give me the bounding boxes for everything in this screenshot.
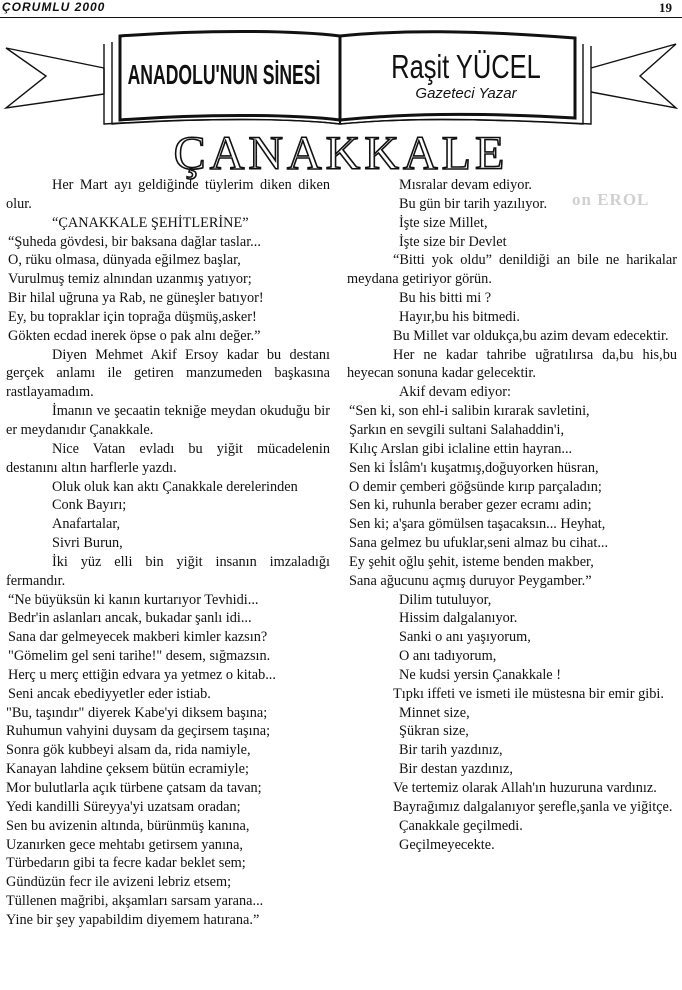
paragraph: Ve tertemiz olarak Allah'ın huzuruna vardınız. xyxy=(393,780,657,796)
paragraph: Sana dar gelmeyecek makberi kimler kazsın? xyxy=(8,629,268,646)
paragraph: Sanki o anı yaşıyorum, xyxy=(399,629,531,646)
paragraph: Nice Vatan evladı bu yiğit mücadelenin destanını altın harflerle yazdı. xyxy=(6,440,330,476)
paragraph: Oluk oluk kan aktı Çanakkale derelerinden xyxy=(52,478,298,495)
paragraph: Sivri Burun, xyxy=(52,535,123,552)
paragraph: “Sen ki, son ehl-i salibin kırarak savletini, xyxy=(349,403,590,420)
paragraph: Hayır,bu his bitmedi. xyxy=(399,308,520,325)
paragraph: Yedi kandilli Süreyya'yi uzatsam oradan; xyxy=(6,798,241,815)
paragraph: Mor bulutlarla açık türbene çatsam da tavan; xyxy=(6,780,262,796)
paragraph: Bu his bitti mi ? xyxy=(399,290,492,307)
paragraph: Gündüzün fecr ile avizeni lebriz etsem; xyxy=(6,874,232,891)
header-rule xyxy=(0,17,682,18)
paragraph: Bu gün bir tarih yazılıyor. xyxy=(399,195,548,212)
paragraph: "Gömelim gel seni tarihe!" desem, sığmazsın. xyxy=(8,648,271,665)
paragraph: İmanın ve şecaatin tekniğe meydan okuduğu bir er meydanıdır Çanakkale. xyxy=(6,403,330,438)
paragraph: Sana gelmez bu ufuklar,seni almaz bu cihat... xyxy=(349,535,609,552)
paragraph: Geçilmeyecekte. xyxy=(399,836,495,853)
paragraph: "Bu, taşındır" diyerek Kabe'yi diksem başına; xyxy=(6,704,268,721)
paragraph: Çanakkale geçilmedi. xyxy=(399,817,523,834)
paragraph: “Ne büyüksün ki kanın kurtarıyor Tevhidi... xyxy=(8,591,259,608)
page-number: 19 xyxy=(659,0,672,15)
paragraph: Conk Bayırı; xyxy=(52,497,127,514)
open-book-banner xyxy=(0,28,682,128)
paragraph: Türbedarın gibi ta fecre kadar beklet sem; xyxy=(6,855,246,872)
paragraph: Ne kudsi yersin Çanakkale ! xyxy=(399,666,561,683)
paragraph: “Bitti yok oldu” denildiği an bile ne harikalar meydana getiriyor görün. xyxy=(347,252,677,288)
paragraph: Seni ancak ebediyyetler eder istiab. xyxy=(8,685,211,702)
paragraph: Sana ağucunu açmış duruyor Peygamber.” xyxy=(349,572,592,589)
right-column xyxy=(347,176,677,854)
paragraph: Sonra gök kubbeyi alsam da, rida namiyle, xyxy=(6,742,251,759)
paragraph: Uzanırken gece mehtabı getirsem yanına, xyxy=(6,836,243,853)
paragraph: “ÇANAKKALE ŞEHİTLERİNE” xyxy=(52,214,249,231)
paragraph: Sen bu avizenin altında, bürünmüş kanına, xyxy=(6,817,250,834)
paragraph: Anafartalar, xyxy=(52,516,121,533)
magazine-name: ÇORUMLU 2000 xyxy=(2,0,106,14)
paragraph: Tıpkı iffeti ve ismeti ile müstesna bir emir gibi. xyxy=(393,685,664,702)
paragraph: Mısralar devam ediyor. xyxy=(399,177,532,193)
paragraph: Bir hilal uğruna ya Rab, ne güneşler batıyor! xyxy=(8,290,264,307)
paragraph: Bedr'in aslanları ancak, bukadar şanlı idi... xyxy=(8,610,252,627)
paragraph: Şükran size, xyxy=(399,723,469,740)
paragraph: İşte size Millet, xyxy=(399,214,488,231)
paragraph: Diyen Mehmet Akif Ersoy kadar bu destanı gerçek anlamı ile getiren manzumeden başkasına rastlayamadım. xyxy=(6,346,330,401)
paragraph: O, rüku olmasa, dünyada eğilmez başlar, xyxy=(8,252,241,269)
paragraph: Kılıç Arslan gibi iclaline ettin hayran... xyxy=(349,440,573,457)
left-column xyxy=(6,176,330,930)
paragraph: Bir tarih yazdınız, xyxy=(399,742,503,759)
paragraph: İşte size bir Devlet xyxy=(399,233,507,250)
paragraph: Dilim tutuluyor, xyxy=(399,591,492,608)
paragraph: Sen ki İslâm'ı kuşatmış,doğuyorken hüsran, xyxy=(349,459,599,476)
paragraph: Hissim dalgalanıyor. xyxy=(399,610,518,627)
paragraph: “Şuheda gövdesi, bir baksana dağlar taslar... xyxy=(8,233,261,250)
paragraph: İki yüz elli bin yiğit insanın imzaladığı fermandır. xyxy=(6,553,330,589)
paragraph: Sen ki; a'şara gömülsen taşacaksın... Heyhat, xyxy=(349,516,606,533)
paragraph: O anı tadıyorum, xyxy=(399,648,497,665)
paragraph: Akif devam ediyor: xyxy=(399,384,511,401)
paragraph: Yine bir şey yapabildim diyemem hatırana.” xyxy=(6,911,260,928)
paragraph: Şarkın en sevgili sultani Salahaddin'i, xyxy=(349,421,565,438)
paragraph: Gökten ecdad inerek öpse o pak alnı değer.” xyxy=(8,327,261,344)
paragraph: Tüllenen mağribi, akşamları sarsam yarana... xyxy=(6,893,264,910)
paragraph: Herç u merç ettiğin edvara ya yetmez o kitab... xyxy=(8,666,276,683)
article-title: ÇANAKKALE xyxy=(173,127,509,180)
paragraph: O demir çemberi göğsünde kırıp parçaladın; xyxy=(349,478,602,495)
paragraph: Her ne kadar tahribe uğratılırsa da,bu his,bu heyecan sonuna kadar gelecektir. xyxy=(347,346,677,382)
paragraph: Ey, bu topraklar için toprağa düşmüş,asker! xyxy=(8,308,257,325)
paragraph: Her Mart ayı geldiğinde tüylerim diken diken olur. xyxy=(6,177,330,212)
paragraph: Ruhumun vahyini duysam da geçirsem taşına; xyxy=(6,723,271,740)
author-name: Raşit YÜCEL xyxy=(391,48,541,86)
author-role: Gazeteci Yazar xyxy=(415,85,517,102)
paragraph: Sen ki, ruhunla beraber gezer ecramı adin; xyxy=(349,497,592,514)
paragraph: Kanayan lahdine çeksem bütün ecramiyle; xyxy=(6,761,249,778)
paragraph: Ey şehit oğlu şehit, isteme benden makber, xyxy=(349,553,594,570)
watermark: on EROL xyxy=(572,190,650,209)
book-left-text: ANADOLU'NUN SİNESİ xyxy=(127,58,321,90)
paragraph: Bayrağımız dalgalanıyor şerefle,şanla ve yiğitçe. xyxy=(393,798,673,815)
paragraph: Minnet size, xyxy=(399,704,470,721)
paragraph: Bu Millet var oldukça,bu azim devam edecektir. xyxy=(393,327,669,344)
paragraph: Bir destan yazdınız, xyxy=(399,761,513,778)
paragraph: Vurulmuş temiz alnından uzanmış yatıyor; xyxy=(8,271,252,288)
